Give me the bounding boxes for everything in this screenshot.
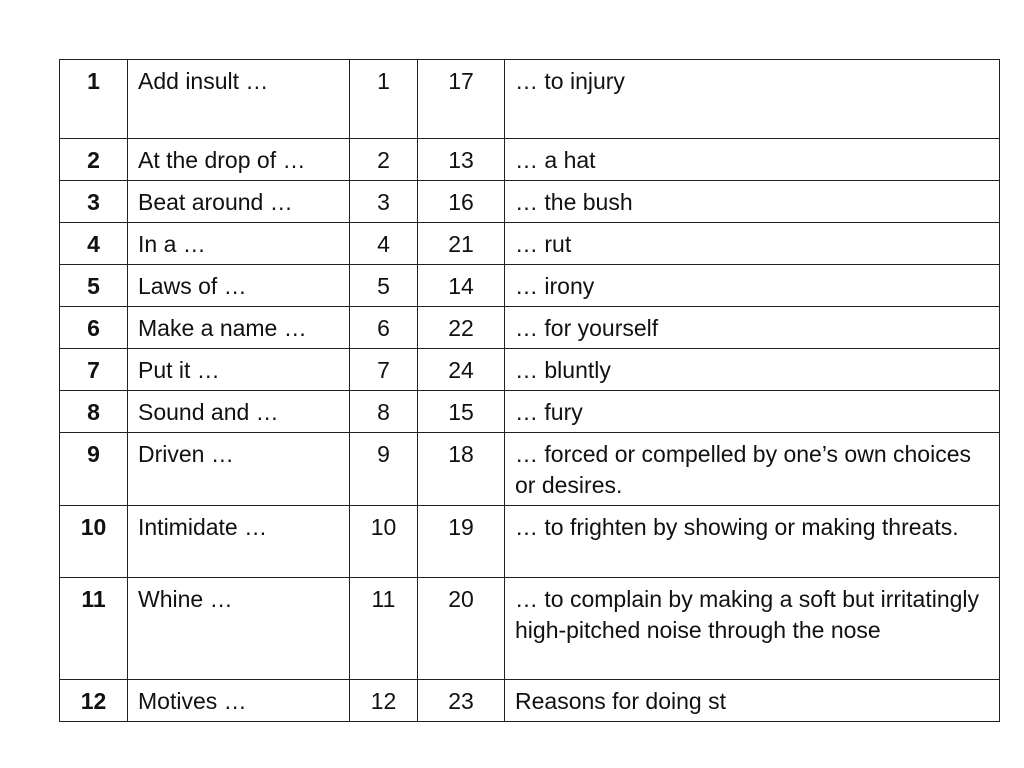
idiom-ending: Reasons for doing st — [505, 680, 1000, 722]
answer-key: 19 — [418, 506, 505, 578]
idiom-ending: … to injury — [505, 60, 1000, 139]
row-number: 1 — [60, 60, 128, 139]
idiom-ending: … the bush — [505, 181, 1000, 223]
row-index: 8 — [350, 391, 418, 433]
table-row — [60, 181, 1000, 223]
row-index: 2 — [350, 139, 418, 181]
table-row — [60, 265, 1000, 307]
answer-key: 18 — [418, 433, 505, 506]
answer-key: 13 — [418, 139, 505, 181]
idiom-matching-table — [59, 59, 1000, 722]
table-row — [60, 433, 1000, 506]
idiom-start: At the drop of … — [128, 139, 350, 181]
idiom-start: Make a name … — [128, 307, 350, 349]
answer-key: 15 — [418, 391, 505, 433]
idiom-start: Driven … — [128, 433, 350, 506]
row-index: 7 — [350, 349, 418, 391]
idiom-ending: … forced or compelled by one’s own choices or desires. — [505, 433, 1000, 506]
row-index: 5 — [350, 265, 418, 307]
idiom-start: Laws of … — [128, 265, 350, 307]
answer-key: 20 — [418, 578, 505, 680]
row-number: 2 — [60, 139, 128, 181]
row-number: 9 — [60, 433, 128, 506]
table-row — [60, 307, 1000, 349]
row-index: 11 — [350, 578, 418, 680]
idiom-ending: … to frighten by showing or making threats. — [505, 506, 1000, 578]
idiom-start: Intimidate … — [128, 506, 350, 578]
answer-key: 17 — [418, 60, 505, 139]
answer-key: 14 — [418, 265, 505, 307]
row-number: 7 — [60, 349, 128, 391]
answer-key: 24 — [418, 349, 505, 391]
table-row — [60, 680, 1000, 722]
table-row — [60, 391, 1000, 433]
idiom-ending: … for yourself — [505, 307, 1000, 349]
row-index: 1 — [350, 60, 418, 139]
row-number: 10 — [60, 506, 128, 578]
idiom-ending: … to complain by making a soft but irritatingly high-pitched noise through the nose — [505, 578, 1000, 680]
table-row — [60, 578, 1000, 680]
table-row — [60, 223, 1000, 265]
answer-key: 16 — [418, 181, 505, 223]
row-index: 10 — [350, 506, 418, 578]
idiom-start: Sound and … — [128, 391, 350, 433]
row-number: 5 — [60, 265, 128, 307]
row-number: 12 — [60, 680, 128, 722]
answer-key: 21 — [418, 223, 505, 265]
row-number: 3 — [60, 181, 128, 223]
answer-key: 22 — [418, 307, 505, 349]
row-index: 9 — [350, 433, 418, 506]
table-row — [60, 139, 1000, 181]
row-number: 8 — [60, 391, 128, 433]
row-index: 4 — [350, 223, 418, 265]
idiom-start: In a … — [128, 223, 350, 265]
table-row — [60, 60, 1000, 139]
table-row — [60, 349, 1000, 391]
row-index: 6 — [350, 307, 418, 349]
idiom-start: Put it … — [128, 349, 350, 391]
idiom-start: Beat around … — [128, 181, 350, 223]
row-number: 4 — [60, 223, 128, 265]
row-number: 6 — [60, 307, 128, 349]
row-number: 11 — [60, 578, 128, 680]
answer-key: 23 — [418, 680, 505, 722]
idiom-ending: … rut — [505, 223, 1000, 265]
row-index: 3 — [350, 181, 418, 223]
idiom-start: Whine … — [128, 578, 350, 680]
idiom-ending: … fury — [505, 391, 1000, 433]
idiom-ending: … a hat — [505, 139, 1000, 181]
idiom-ending: … bluntly — [505, 349, 1000, 391]
row-index: 12 — [350, 680, 418, 722]
table-row — [60, 506, 1000, 578]
idiom-ending: … irony — [505, 265, 1000, 307]
idiom-start: Motives … — [128, 680, 350, 722]
idiom-start: Add insult … — [128, 60, 350, 139]
